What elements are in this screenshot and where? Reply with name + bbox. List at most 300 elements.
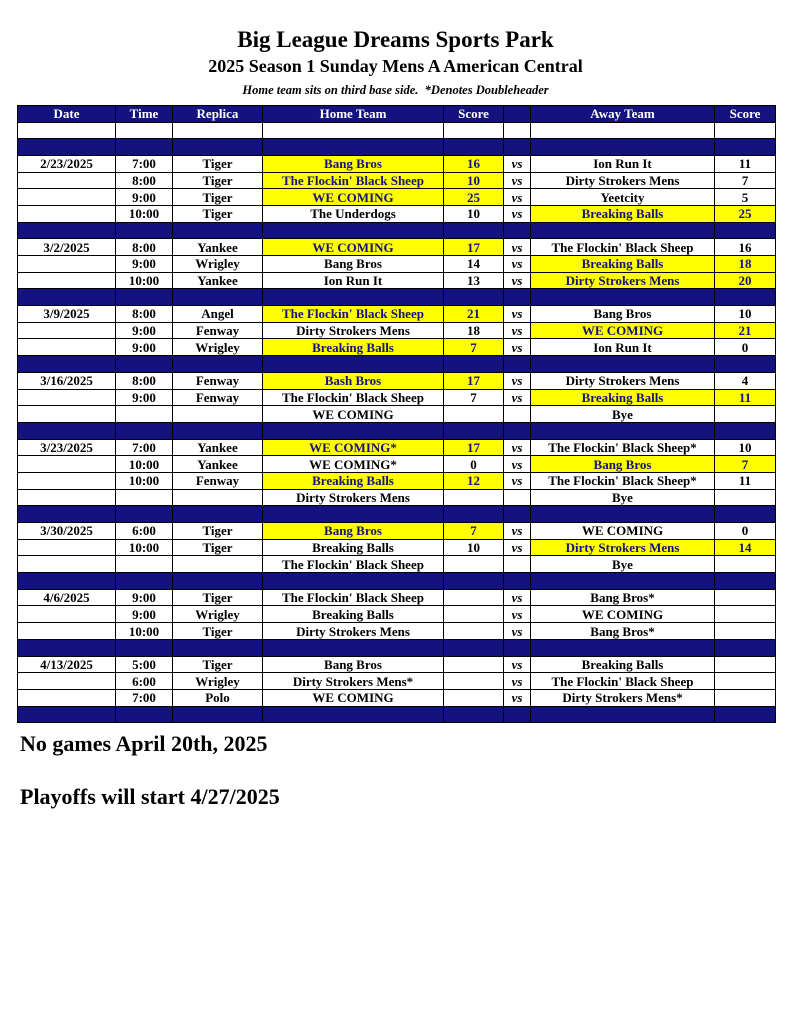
away-score-cell (715, 356, 776, 373)
vs-cell: vs (504, 306, 531, 323)
game-row (18, 606, 776, 623)
home-team-cell (263, 122, 444, 139)
home-score-cell: 17 (444, 372, 504, 389)
home-score-cell (444, 606, 504, 623)
away-team-cell: Bang Bros (531, 306, 715, 323)
away-score-cell: 0 (715, 523, 776, 540)
game-row (18, 589, 776, 606)
replica-cell: Wrigley (173, 673, 263, 690)
home-score-cell: 13 (444, 272, 504, 289)
home-team-cell: The Flockin' Black Sheep (263, 306, 444, 323)
game-row (18, 439, 776, 456)
game-row (18, 306, 776, 323)
away-team-cell: WE COMING (531, 322, 715, 339)
home-score-cell (444, 639, 504, 656)
away-score-cell (715, 289, 776, 306)
vs-cell (504, 573, 531, 590)
time-cell: 6:00 (116, 523, 173, 540)
home-score-cell (444, 673, 504, 690)
home-team-cell (263, 706, 444, 723)
game-row (18, 205, 776, 222)
home-score-cell: 7 (444, 339, 504, 356)
separator-row (18, 706, 776, 723)
replica-cell: Wrigley (173, 256, 263, 273)
vs-cell (504, 489, 531, 506)
home-score-cell (444, 122, 504, 139)
home-score-cell (444, 489, 504, 506)
time-cell: 9:00 (116, 256, 173, 273)
away-team-cell (531, 356, 715, 373)
home-team-cell: Bash Bros (263, 372, 444, 389)
away-team-cell: Bye (531, 556, 715, 573)
separator-row (18, 356, 776, 373)
header-away-team: Away Team (531, 105, 715, 122)
home-team-cell (263, 356, 444, 373)
away-score-cell: 14 (715, 539, 776, 556)
home-team-cell: Dirty Strokers Mens (263, 489, 444, 506)
game-row (18, 239, 776, 256)
replica-cell: Tiger (173, 189, 263, 206)
game-row (18, 256, 776, 273)
home-team-cell: Bang Bros (263, 155, 444, 172)
date-cell (18, 172, 116, 189)
time-cell (116, 289, 173, 306)
vs-cell: vs (504, 623, 531, 640)
date-cell (18, 573, 116, 590)
away-team-cell: The Flockin' Black Sheep* (531, 439, 715, 456)
separator-row (18, 289, 776, 306)
away-team-cell (531, 122, 715, 139)
home-score-cell (444, 139, 504, 156)
playoffs-note: Playoffs will start 4/27/2025 (20, 784, 280, 810)
time-cell (116, 406, 173, 423)
away-score-cell (715, 623, 776, 640)
vs-cell (504, 289, 531, 306)
home-score-cell: 7 (444, 523, 504, 540)
replica-cell: Yankee (173, 456, 263, 473)
replica-cell (173, 556, 263, 573)
away-score-cell (715, 589, 776, 606)
home-score-cell (444, 656, 504, 673)
home-team-cell: Bang Bros (263, 256, 444, 273)
vs-cell (504, 422, 531, 439)
vs-cell (504, 556, 531, 573)
date-cell (18, 122, 116, 139)
game-row (18, 489, 776, 506)
time-cell: 7:00 (116, 439, 173, 456)
home-team-cell: Breaking Balls (263, 606, 444, 623)
home-score-cell: 18 (444, 322, 504, 339)
page-title: Big League Dreams Sports Park (237, 27, 554, 52)
date-cell (18, 623, 116, 640)
replica-cell: Fenway (173, 322, 263, 339)
home-score-cell (444, 556, 504, 573)
replica-cell: Tiger (173, 539, 263, 556)
replica-cell (173, 489, 263, 506)
date-cell: 3/9/2025 (18, 306, 116, 323)
home-team-cell: The Flockin' Black Sheep (263, 589, 444, 606)
date-cell (18, 456, 116, 473)
replica-cell: Fenway (173, 372, 263, 389)
time-cell: 5:00 (116, 656, 173, 673)
time-cell: 9:00 (116, 606, 173, 623)
home-team-cell: WE COMING* (263, 439, 444, 456)
replica-cell (173, 506, 263, 523)
vs-cell: vs (504, 589, 531, 606)
date-cell (18, 289, 116, 306)
replica-cell (173, 356, 263, 373)
away-score-cell (715, 573, 776, 590)
time-cell: 10:00 (116, 623, 173, 640)
game-row (18, 689, 776, 706)
time-cell: 6:00 (116, 673, 173, 690)
date-cell (18, 606, 116, 623)
away-score-cell: 21 (715, 322, 776, 339)
home-score-cell: 21 (444, 306, 504, 323)
away-score-cell (715, 222, 776, 239)
replica-cell: Tiger (173, 155, 263, 172)
schedule-table (17, 105, 776, 723)
schedule-table-head (18, 105, 776, 122)
away-score-cell (715, 422, 776, 439)
home-team-cell: Breaking Balls (263, 339, 444, 356)
away-team-cell (531, 706, 715, 723)
vs-cell: vs (504, 389, 531, 406)
home-team-cell: Dirty Strokers Mens (263, 623, 444, 640)
away-team-cell: Dirty Strokers Mens (531, 539, 715, 556)
replica-cell: Polo (173, 689, 263, 706)
away-team-cell (531, 573, 715, 590)
vs-cell: vs (504, 172, 531, 189)
home-team-cell: Dirty Strokers Mens (263, 322, 444, 339)
home-team-cell: Dirty Strokers Mens* (263, 673, 444, 690)
replica-cell (173, 422, 263, 439)
away-score-cell: 5 (715, 189, 776, 206)
away-score-cell (715, 606, 776, 623)
away-score-cell (715, 406, 776, 423)
date-cell (18, 272, 116, 289)
vs-cell (504, 706, 531, 723)
vs-cell: vs (504, 322, 531, 339)
time-cell (116, 122, 173, 139)
vs-cell: vs (504, 606, 531, 623)
header-time: Time (116, 105, 173, 122)
time-cell (116, 506, 173, 523)
away-score-cell: 0 (715, 339, 776, 356)
time-cell: 10:00 (116, 539, 173, 556)
date-cell: 4/13/2025 (18, 656, 116, 673)
home-score-cell (444, 422, 504, 439)
header-home-team: Home Team (263, 105, 444, 122)
separator-row (18, 573, 776, 590)
home-score-cell (444, 623, 504, 640)
replica-cell: Tiger (173, 589, 263, 606)
away-score-cell (715, 706, 776, 723)
game-row (18, 272, 776, 289)
away-score-cell (715, 656, 776, 673)
time-cell: 9:00 (116, 322, 173, 339)
away-score-cell: 11 (715, 155, 776, 172)
away-team-cell: Bye (531, 489, 715, 506)
vs-cell: vs (504, 155, 531, 172)
date-cell (18, 472, 116, 489)
home-score-cell: 16 (444, 155, 504, 172)
home-team-cell (263, 289, 444, 306)
time-cell: 8:00 (116, 306, 173, 323)
home-team-cell: Breaking Balls (263, 539, 444, 556)
date-cell (18, 322, 116, 339)
date-cell: 3/2/2025 (18, 239, 116, 256)
replica-cell (173, 406, 263, 423)
game-row (18, 389, 776, 406)
home-score-cell: 10 (444, 539, 504, 556)
vs-cell (504, 222, 531, 239)
date-cell (18, 222, 116, 239)
header-date: Date (18, 105, 116, 122)
home-score-cell: 12 (444, 472, 504, 489)
away-score-cell: 11 (715, 472, 776, 489)
vs-cell: vs (504, 239, 531, 256)
home-team-cell: The Underdogs (263, 205, 444, 222)
time-cell: 7:00 (116, 155, 173, 172)
vs-cell: vs (504, 439, 531, 456)
home-score-cell: 17 (444, 439, 504, 456)
vs-cell: vs (504, 656, 531, 673)
vs-cell: vs (504, 272, 531, 289)
away-team-cell (531, 422, 715, 439)
away-score-cell: 4 (715, 372, 776, 389)
time-cell: 10:00 (116, 205, 173, 222)
replica-cell: Tiger (173, 172, 263, 189)
time-cell: 9:00 (116, 389, 173, 406)
vs-cell (504, 356, 531, 373)
date-cell: 3/23/2025 (18, 439, 116, 456)
date-cell: 2/23/2025 (18, 155, 116, 172)
date-cell: 3/30/2025 (18, 523, 116, 540)
away-team-cell: Dirty Strokers Mens* (531, 689, 715, 706)
replica-cell (173, 122, 263, 139)
home-score-cell: 14 (444, 256, 504, 273)
away-score-cell: 25 (715, 205, 776, 222)
away-team-cell: Breaking Balls (531, 389, 715, 406)
game-row (18, 189, 776, 206)
separator-row (18, 639, 776, 656)
away-team-cell: Bye (531, 406, 715, 423)
away-team-cell: The Flockin' Black Sheep (531, 673, 715, 690)
away-score-cell (715, 556, 776, 573)
replica-cell: Fenway (173, 472, 263, 489)
time-cell (116, 556, 173, 573)
replica-cell: Wrigley (173, 339, 263, 356)
away-score-cell (715, 489, 776, 506)
home-score-cell: 17 (444, 239, 504, 256)
away-score-cell (715, 122, 776, 139)
home-team-cell (263, 639, 444, 656)
date-cell (18, 489, 116, 506)
date-cell (18, 639, 116, 656)
away-team-cell: Dirty Strokers Mens (531, 372, 715, 389)
home-score-cell: 7 (444, 389, 504, 406)
vs-cell (504, 122, 531, 139)
date-cell: 4/6/2025 (18, 589, 116, 606)
away-team-cell: Bang Bros* (531, 623, 715, 640)
vs-cell (504, 639, 531, 656)
date-cell (18, 706, 116, 723)
replica-cell: Yankee (173, 239, 263, 256)
date-cell (18, 389, 116, 406)
home-score-cell: 10 (444, 172, 504, 189)
vs-cell: vs (504, 673, 531, 690)
no-games-note: No games April 20th, 2025 (20, 731, 268, 757)
home-team-cell (263, 422, 444, 439)
home-team-cell: Bang Bros (263, 523, 444, 540)
home-team-note: Home team sits on third base side. *Denotes Doubleheader (242, 83, 549, 98)
home-team-cell: WE COMING (263, 689, 444, 706)
away-score-cell (715, 673, 776, 690)
away-team-cell: The Flockin' Black Sheep (531, 239, 715, 256)
home-score-cell (444, 356, 504, 373)
replica-cell: Tiger (173, 205, 263, 222)
away-score-cell (715, 639, 776, 656)
separator-row (18, 139, 776, 156)
game-row (18, 673, 776, 690)
home-team-cell (263, 506, 444, 523)
date-cell (18, 205, 116, 222)
separator-row (18, 506, 776, 523)
vs-cell: vs (504, 539, 531, 556)
replica-cell: Yankee (173, 439, 263, 456)
away-team-cell: Ion Run It (531, 155, 715, 172)
replica-cell: Tiger (173, 523, 263, 540)
date-cell: 3/16/2025 (18, 372, 116, 389)
replica-cell: Angel (173, 306, 263, 323)
replica-cell: Fenway (173, 389, 263, 406)
home-score-cell (444, 689, 504, 706)
home-score-cell (444, 222, 504, 239)
home-team-cell (263, 139, 444, 156)
time-cell (116, 573, 173, 590)
home-team-cell: Breaking Balls (263, 472, 444, 489)
vs-cell: vs (504, 189, 531, 206)
schedule-table-body (18, 122, 776, 723)
time-cell: 9:00 (116, 589, 173, 606)
away-team-cell: Breaking Balls (531, 256, 715, 273)
away-score-cell: 10 (715, 306, 776, 323)
header-row (18, 105, 776, 122)
away-score-cell: 16 (715, 239, 776, 256)
time-cell: 9:00 (116, 189, 173, 206)
replica-cell (173, 222, 263, 239)
header-away-score: Score (715, 105, 776, 122)
time-cell: 10:00 (116, 456, 173, 473)
game-row (18, 656, 776, 673)
date-cell (18, 256, 116, 273)
away-team-cell: Breaking Balls (531, 205, 715, 222)
replica-cell: Wrigley (173, 606, 263, 623)
game-row (18, 172, 776, 189)
header-replica: Replica (173, 105, 263, 122)
away-team-cell: Yeetcity (531, 189, 715, 206)
game-row (18, 406, 776, 423)
date-cell (18, 506, 116, 523)
time-cell: 9:00 (116, 339, 173, 356)
away-score-cell: 11 (715, 389, 776, 406)
date-cell (18, 556, 116, 573)
date-cell (18, 673, 116, 690)
replica-cell (173, 139, 263, 156)
away-team-cell: Dirty Strokers Mens (531, 272, 715, 289)
home-team-cell: Bang Bros (263, 656, 444, 673)
away-score-cell (715, 689, 776, 706)
home-team-cell (263, 573, 444, 590)
vs-cell: vs (504, 205, 531, 222)
game-row (18, 556, 776, 573)
replica-cell: Tiger (173, 623, 263, 640)
vs-cell: vs (504, 256, 531, 273)
time-cell (116, 489, 173, 506)
time-cell (116, 222, 173, 239)
home-team-cell: The Flockin' Black Sheep (263, 172, 444, 189)
away-team-cell: WE COMING (531, 523, 715, 540)
away-team-cell: WE COMING (531, 606, 715, 623)
away-team-cell: The Flockin' Black Sheep* (531, 472, 715, 489)
home-score-cell: 25 (444, 189, 504, 206)
away-score-cell: 10 (715, 439, 776, 456)
away-score-cell (715, 139, 776, 156)
game-row (18, 623, 776, 640)
home-team-cell: The Flockin' Black Sheep (263, 389, 444, 406)
away-team-cell (531, 289, 715, 306)
time-cell: 8:00 (116, 239, 173, 256)
date-cell (18, 406, 116, 423)
home-team-cell: WE COMING (263, 406, 444, 423)
date-cell (18, 139, 116, 156)
replica-cell: Yankee (173, 272, 263, 289)
vs-cell: vs (504, 372, 531, 389)
home-score-cell (444, 406, 504, 423)
replica-cell (173, 289, 263, 306)
date-cell (18, 689, 116, 706)
header-vs (504, 105, 531, 122)
replica-cell (173, 639, 263, 656)
away-score-cell: 7 (715, 456, 776, 473)
home-score-cell (444, 589, 504, 606)
home-team-cell: WE COMING* (263, 456, 444, 473)
game-row (18, 155, 776, 172)
vs-cell: vs (504, 689, 531, 706)
date-cell (18, 339, 116, 356)
game-row (18, 322, 776, 339)
date-cell (18, 356, 116, 373)
time-cell (116, 356, 173, 373)
time-cell: 8:00 (116, 172, 173, 189)
game-row (18, 472, 776, 489)
spacer-row (18, 122, 776, 139)
home-score-cell: 10 (444, 205, 504, 222)
away-score-cell (715, 506, 776, 523)
time-cell: 10:00 (116, 472, 173, 489)
time-cell (116, 639, 173, 656)
time-cell (116, 139, 173, 156)
away-team-cell: Breaking Balls (531, 656, 715, 673)
home-score-cell (444, 706, 504, 723)
header-home-score: Score (444, 105, 504, 122)
away-team-cell (531, 222, 715, 239)
time-cell: 10:00 (116, 272, 173, 289)
home-score-cell: 0 (444, 456, 504, 473)
game-row (18, 339, 776, 356)
time-cell: 8:00 (116, 372, 173, 389)
